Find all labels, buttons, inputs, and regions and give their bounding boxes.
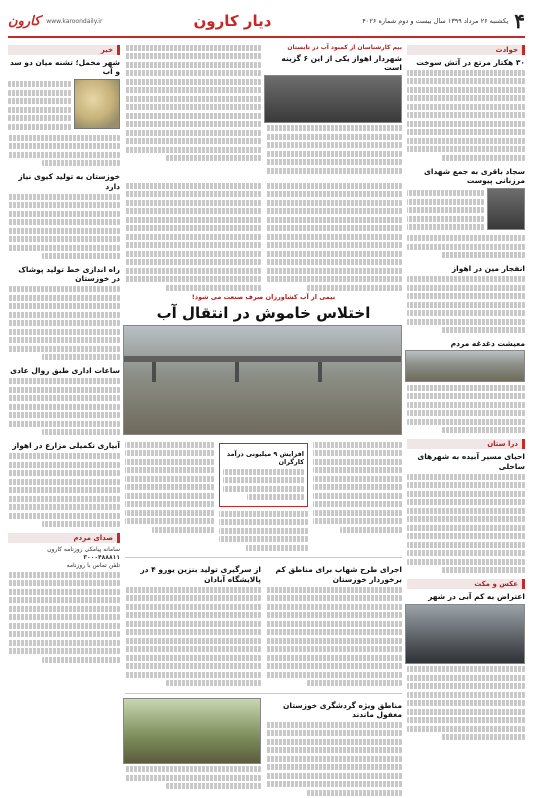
article-headline[interactable]: معیشت دغدغه مردم xyxy=(450,339,525,348)
box-headline[interactable]: افزایش ۹ میلیونی درآمد کارگران xyxy=(226,450,304,467)
middle-column xyxy=(125,42,402,772)
map-image xyxy=(74,79,120,129)
section-tag-photo: عکس و مکث xyxy=(407,579,525,589)
article-headline[interactable]: انفجار مین در اهواز xyxy=(451,264,525,274)
article-kicker: بیم کارشناسان از کمبود آب در تابستان xyxy=(287,44,402,51)
section-tag-accidents: حوادث xyxy=(407,45,525,55)
dateline: یکشنبه ۲۶ مرداد ۱۳۹۹ سال بیست و دوم شماره ۴۰۲۶ xyxy=(362,17,509,25)
right-column xyxy=(407,42,525,772)
left-column xyxy=(8,42,120,772)
masthead xyxy=(8,6,525,38)
officials-photo xyxy=(264,75,402,123)
article-headline[interactable]: سجاد باقری به جمع شهدای مرزبانی پیوست xyxy=(424,166,525,186)
main-headline[interactable]: اختلاس خاموش در انتقال آب xyxy=(156,304,371,323)
protest-photo xyxy=(405,604,525,664)
page-number: ۴ xyxy=(514,9,525,33)
sms-number[interactable]: ۳۰۰۰۴۸۸۸۱۱ xyxy=(83,554,120,561)
article-headline[interactable]: خوزستان به تولید کیوی نیاز دارد xyxy=(18,172,120,191)
soldier-photo xyxy=(487,188,525,230)
article-headline[interactable]: احیای مسیر آبیده به شهرهای ساحلی xyxy=(417,452,525,471)
section-tag-province: درا ستان xyxy=(407,439,525,449)
article-headline[interactable]: از سرگیری تولید بنزین یورو ۴ در پالایشگاه آبادان xyxy=(140,565,261,584)
article-photo xyxy=(405,350,525,382)
highlight-box xyxy=(219,443,308,507)
article-headline[interactable]: شهر مخمل؛ تشنه میان دو سد و آب xyxy=(9,58,120,77)
article-headline[interactable]: ساعات اداری طبق روال عادی xyxy=(10,366,120,376)
section-tag-news: خبر xyxy=(8,45,120,55)
newspaper-logo: کارون xyxy=(8,13,41,29)
website-url[interactable]: www.karoondaily.ir xyxy=(46,17,103,25)
main-kicker: نیمی از آب کشاورزان صرف صنعت می شود! xyxy=(191,293,336,302)
article-headline[interactable]: اجرای طرح شهاب برای مناطق کم برخوردار خوزستان xyxy=(275,565,402,584)
article-headline[interactable]: شهردار اهواز یکی از این ۶ گزینه است xyxy=(281,54,402,73)
river-bridge-photo xyxy=(123,325,402,435)
sms-label: سامانه پیامکی روزنامه کارون xyxy=(47,546,120,553)
section-tag-people-voice: صدای مردم xyxy=(8,533,120,543)
article-headline[interactable]: راه اندازی خط تولید پوشاک در خوزستان xyxy=(18,265,120,284)
phone-label: تلفن تماس با روزنامه xyxy=(66,562,120,569)
article-headline[interactable]: اعتراض به کم آبی در شهر xyxy=(428,592,525,602)
article-headline[interactable]: ۳۰ هکتار مرتع در آتش سوخت xyxy=(416,58,525,67)
section-title: دیار کارون xyxy=(193,12,272,30)
contact-box xyxy=(8,546,120,663)
article-headline[interactable]: آبیاری تکمیلی مزارع در اهواز xyxy=(12,441,120,451)
article-headline[interactable]: مناطق ویژه گردشگری خوزستان مغفول ماندند xyxy=(283,700,402,719)
tourism-photo xyxy=(123,698,261,764)
